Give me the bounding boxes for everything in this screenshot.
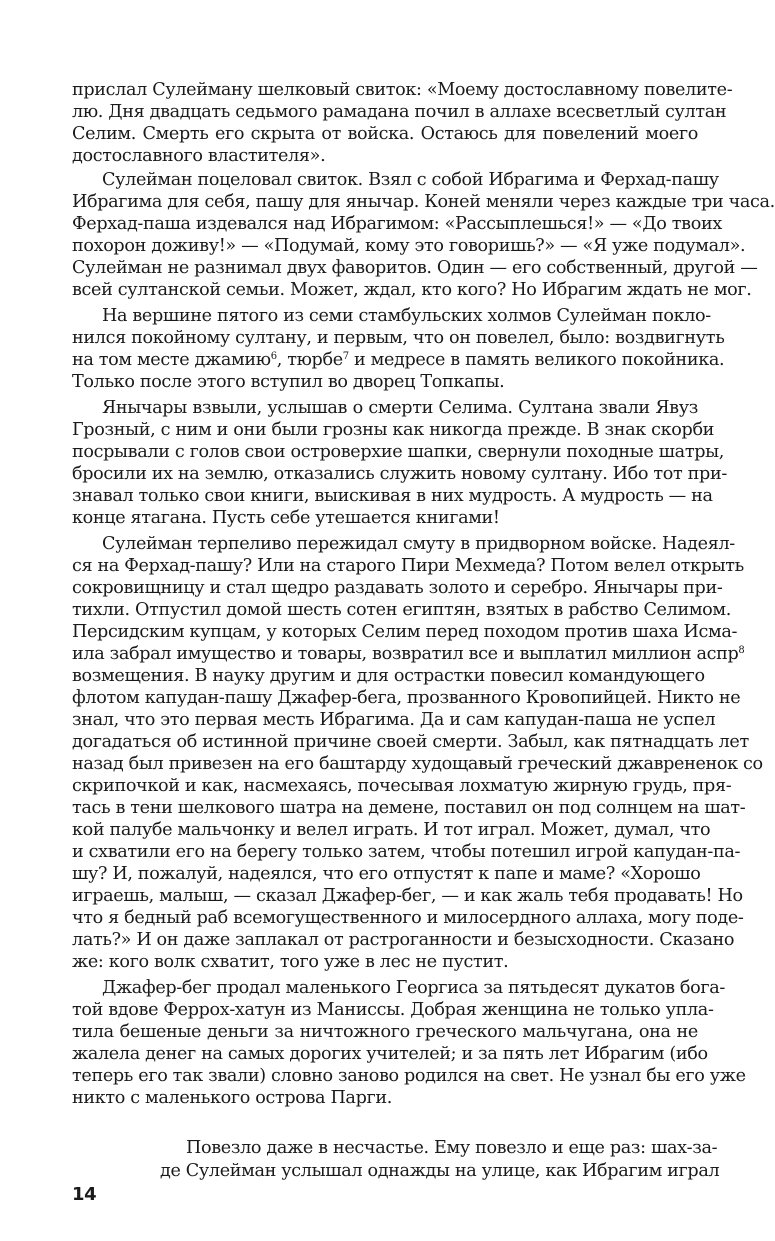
text-line: тила бешеные деньги за ничтожного греческого мальчугана, она не xyxy=(72,1022,698,1042)
text-line: Селим. Смерть его скрыта от войска. Остаюсь для повелений моего xyxy=(72,124,698,144)
text-line: флотом капудан-пашу Джафер-бега, прозванного Кровопийцей. Никто не xyxy=(72,688,741,708)
text-line: тась в тени шелкового шатра на демене, поставил он под солнцем на шат- xyxy=(72,798,746,818)
paragraph-first-line: Повезло даже в несчастье. Ему повезло и еще раз: шах-за- xyxy=(186,1138,718,1158)
footnote-marker: 7 xyxy=(342,351,349,362)
paragraph-first-line: Янычары взвыли, услышав о смерти Селима. Султана звали Явуз xyxy=(102,398,698,418)
text-line: лать?» И он даже заплакал от растроганности и безысходности. Сказано xyxy=(72,930,735,950)
text-line: де Сулейман услышал однажды на улице, как Ибрагим играл xyxy=(160,1161,720,1181)
footnote-marker: 6 xyxy=(270,351,277,362)
text-line: играешь, малыш, — сказал Джафер-бег, — и как жаль тебя продавать! Но xyxy=(72,886,743,906)
text-line: шу? И, пожалуй, надеялся, что его отпустят к папе и маме? «Хорошо xyxy=(72,864,701,884)
text-segment: , тюрбе xyxy=(276,350,343,370)
text-line: похорон доживу!» — «Подумай, кому это говоришь?» — «Я уже подумал». xyxy=(72,236,746,256)
text-line: всей султанской семьи. Может, ждал, кто кого? Но Ибрагим ждать не мог. xyxy=(72,280,752,300)
text-line: скрипочкой и как, насмехаясь, почесывая лохматую жирную грудь, пря- xyxy=(72,776,732,796)
text-line-with-footnote xyxy=(72,643,745,666)
text-line: Сулейман не разнимал двух фаворитов. Один — его собственный, другой — xyxy=(72,258,758,278)
text-line: же: кого волк схватит, того уже в лес не пустит. xyxy=(72,952,509,972)
text-line: знавал только свои книги, выискивая в них мудрость. А мудрость — на xyxy=(72,486,713,506)
paragraph-first-line: Сулейман поцеловал свиток. Взял с собой Ибрагима и Ферхад-пашу xyxy=(102,170,719,190)
text-line: Грозный, с ним и они были грозны как никогда прежде. В знак скорби xyxy=(72,420,715,440)
text-line: бросили их на землю, отказались служить новому султану. Ибо тот при- xyxy=(72,464,727,484)
text-line: той вдове Феррох-хатун из Маниссы. Добрая женщина не только упла- xyxy=(72,1000,714,1020)
text-line: Персидским купцам, у которых Селим перед походом против шаха Исма- xyxy=(72,622,738,642)
footnote-marker: 8 xyxy=(738,645,745,656)
text-line: знал, что это первая месть Ибрагима. Да и сам капудан-паша не успел xyxy=(72,710,716,730)
text-line: Только после этого вступил во дворец Топкапы. xyxy=(72,372,505,392)
text-line: прислал Сулейману шелковый свиток: «Моему достославному повелите- xyxy=(72,80,733,100)
text-line: догадаться об истинной причине своей смерти. Забыл, как пятнадцать лет xyxy=(72,732,749,752)
text-segment: ила забрал имущество и товары, возвратил все и выплатил миллион аспр xyxy=(72,644,739,664)
text-segment: и медресе в память великого покойника. xyxy=(348,350,725,370)
text-line: никто с маленького острова Парги. xyxy=(72,1088,392,1108)
text-line: нился покойному султану, и первым, что он повелел, было: воздвигнуть xyxy=(72,328,725,348)
paragraph-first-line: Джафер-бег продал маленького Георгиса за пятьдесят дукатов бога- xyxy=(102,978,725,998)
text-line-with-footnotes xyxy=(72,349,725,372)
text-line: посрывали с голов свои островерхие шапки, свернули походные шатры, xyxy=(72,442,725,462)
paragraph-first-line: Сулейман терпеливо пережидал смуту в придворном войске. Надеял- xyxy=(102,534,735,554)
text-line: конце ятагана. Пусть себе утешается книгами! xyxy=(72,508,500,528)
text-line: тихли. Отпустил домой шесть сотен египтян, взятых в рабство Селимом. xyxy=(72,600,731,620)
text-line: лю. Дня двадцать седьмого рамадана почил в аллахе всесветлый султан xyxy=(72,102,727,122)
paragraph-first-line: На вершине пятого из семи стамбульских холмов Сулейман покло- xyxy=(102,306,711,326)
text-line: достославного властителя». xyxy=(72,146,326,166)
text-line: сокровищницу и стал щедро раздавать золото и серебро. Янычары при- xyxy=(72,578,723,598)
text-line: кой палубе мальчонку и велел играть. И тот играл. Может, думал, что xyxy=(72,820,711,840)
text-line: Ферхад-паша издевался над Ибрагимом: «Рассыплешься!» — «До твоих xyxy=(72,214,722,234)
text-line: Ибрагима для себя, пашу для янычар. Коней меняли через каждые три часа. xyxy=(72,192,775,212)
text-line: что я бедный раб всемогущественного и милосердного аллаха, могу поде- xyxy=(72,908,744,928)
text-line: жалела денег на самых дорогих учителей; и за пять лет Ибрагим (ибо xyxy=(72,1044,708,1064)
page-number: 14 xyxy=(72,1184,97,1205)
text-line: теперь его так звали) словно заново родился на свет. Не узнал бы его уже xyxy=(72,1066,746,1086)
text-line: ся на Ферхад-пашу? Или на старого Пири Мехмеда? Потом велел открыть xyxy=(72,556,744,576)
text-line: назад был привезен на его баштарду худощавый греческий джаврененок со xyxy=(72,754,763,774)
text-line: и схватили его на берегу только затем, чтобы потешил игрой капудан-па- xyxy=(72,842,741,862)
text-segment: на том месте джамию xyxy=(72,350,271,370)
text-line: возмещения. В науку другим и для острастки повесил командующего xyxy=(72,666,705,686)
